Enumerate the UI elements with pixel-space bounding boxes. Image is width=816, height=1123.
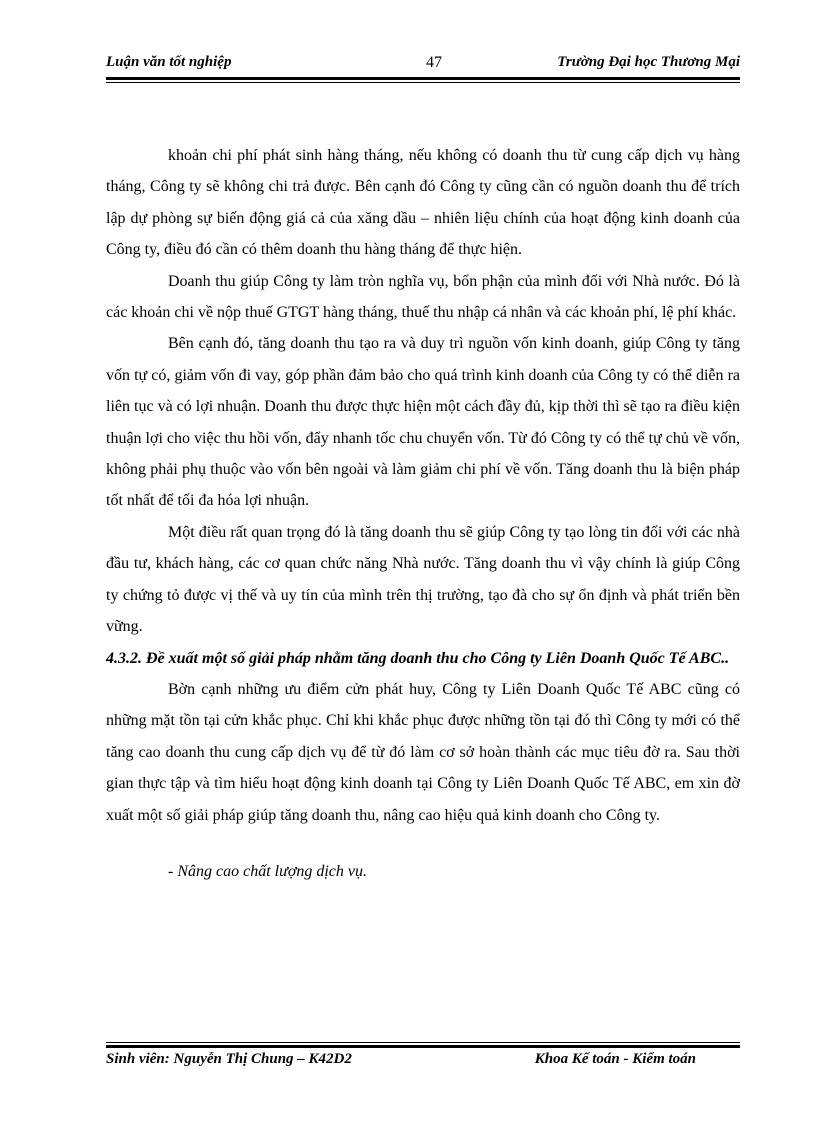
- subheading: - Nâng cao chất lượng dịch vụ.: [168, 862, 368, 880]
- header-rule-thick: [106, 77, 740, 80]
- paragraph-4: Một điều rất quan trọng đó là tăng doanh thu sẽ giúp Công ty tạo lòng tin đối với các nhà đầu tư, khách hàng, các cơ quan chức năng Nhà nước. Tăng doanh thu vì vậy chính là giúp Công ty chứng tỏ được vị thế và uy tín của mình trên thị trường, tạo đà cho sự ổn định và phát triển bền vững.: [106, 523, 740, 636]
- page-footer: [106, 1051, 740, 1069]
- paragraph-5: Bờn cạnh những ưu điểm cửn phát huy, Công ty Liên Doanh Quốc Tế ABC cũng có những mặt tồn tại cửn khắc phục. Chỉ khi khắc phục được những tồn tại đó thì Công ty mới có thể tăng cao doanh thu cung cấp dịch vụ để từ đó làm cơ sở hoàn thành các mục tiêu đờ ra. Sau thời gian thực tập và tìm hiểu hoạt động kinh doanh tại Công ty Liên Doanh Quốc Tế ABC, em xin đờ xuất một số giải pháp giúp tăng doanh thu, nâng cao hiệu quả kinh doanh cho Công ty.: [106, 680, 740, 824]
- body-text: [106, 140, 740, 887]
- university-name: Trường Đại học Thương Mại: [557, 54, 740, 70]
- footer-rule-thick: [106, 1045, 740, 1048]
- paragraph-2: Doanh thu giúp Công ty làm tròn nghĩa vụ, bổn phận của mình đối với Nhà nước. Đó là các khoản chi về nộp thuế GTGT hàng tháng, thuế thu nhập cá nhân và các khoản phí, lệ phí khác.: [106, 272, 740, 322]
- thesis-label: Luận văn tốt nghiệp: [106, 54, 232, 70]
- paragraph-3: Bên cạnh đó, tăng doanh thu tạo ra và duy trì nguồn vốn kinh doanh, giúp Công ty tăng vốn tự có, giảm vốn đi vay, góp phần đảm bảo cho quá trình kinh doanh của Công ty có thể diễn ra liên tục và có lợi nhuận. Doanh thu được thực hiện một cách đầy đủ, kịp thời thì sẽ tạo ra điều kiện thuận lợi cho việc thu hồi vốn, đẩy nhanh tốc chu chuyển vốn. Từ đó Công ty có thể tự chủ về vốn, không phải phụ thuộc vào vốn bên ngoài và làm giảm chi phí về vốn. Tăng doanh thu là biện pháp tốt nhất để tối đa hóa lợi nhuận.: [106, 335, 740, 510]
- header-rule-thin: [106, 82, 740, 83]
- page-number: 47: [426, 54, 442, 71]
- faculty-name: Khoa Kế toán - Kiểm toán: [534, 1051, 696, 1067]
- section-heading: 4.3.2. Đề xuất một số giải pháp nhằm tăng doanh thu cho Công ty Liên Doanh Quốc Tế ABC..: [106, 649, 730, 667]
- student-name: Sinh viên: Nguyễn Thị Chung – K42D2: [106, 1051, 352, 1067]
- page-header: [106, 54, 740, 72]
- paragraph-1: khoản chi phí phát sinh hàng tháng, nếu không có doanh thu từ cung cấp dịch vụ hàng tháng, Công ty sẽ không chi trả được. Bên cạnh đó Công ty cũng cần có nguồn doanh thu để trích lập dự phòng sự biến động giá cả của xăng dầu – nhiên liệu chính của hoạt động kinh doanh của Công ty, điều đó cần có thêm doanh thu hàng tháng để thực hiện.: [106, 147, 740, 259]
- footer-rule-thin: [106, 1042, 740, 1043]
